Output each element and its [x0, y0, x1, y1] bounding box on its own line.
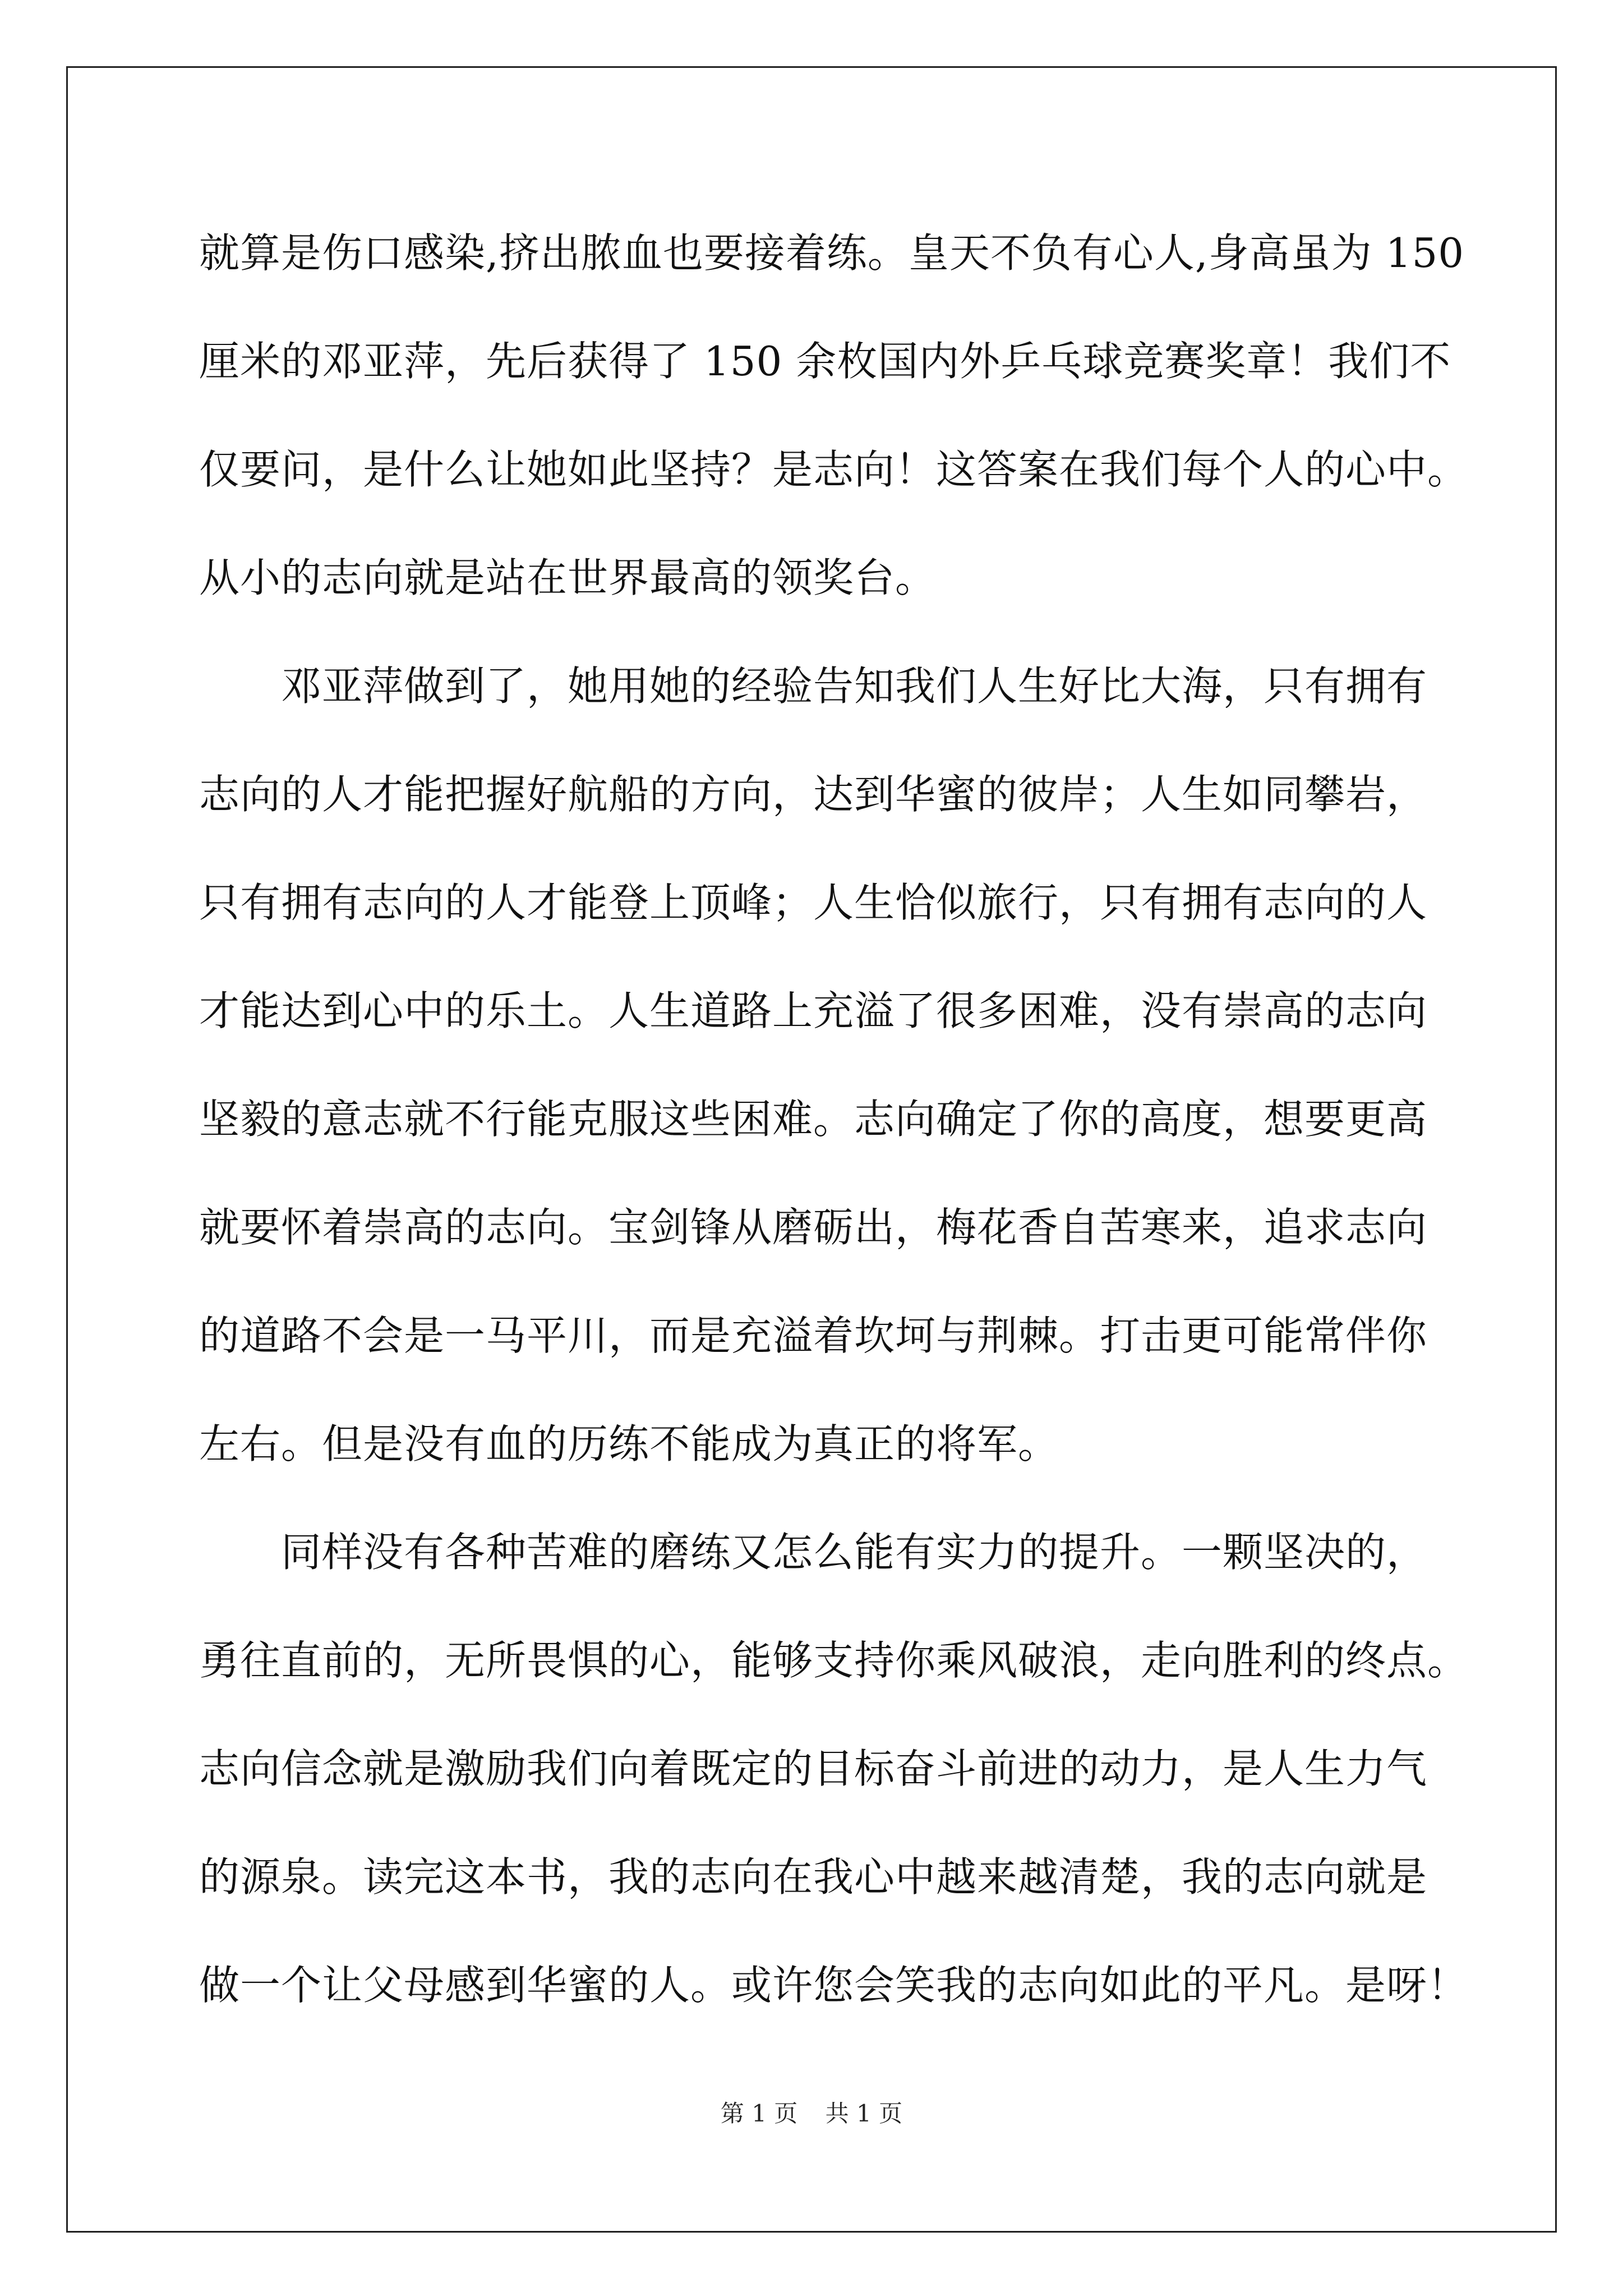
text-line: 做一个让父母感到华蜜的人。或许您会笑我的志向如此的平凡。是呀！: [199, 1962, 1469, 2009]
text-line: 勇往直前的，无所畏惧的心，能够支持你乘风破浪，走向胜利的终点。: [199, 1637, 1469, 1684]
text-line: 就要怀着崇高的志向。宝剑锋从磨砺出，梅花香自苦寒来，追求志向: [199, 1204, 1428, 1251]
page-footer: [0, 2095, 1623, 2129]
text-line: 仅要问，是什么让她如此坚持？是志向！这答案在我们每个人的心中。: [199, 446, 1469, 493]
text-line: 就算是伤口感染,挤出脓血也要接着练。皇天不负有心人,身高虽为 150: [199, 229, 1465, 277]
text-line: 左右。但是没有血的历练不能成为真正的将军。: [199, 1420, 1059, 1467]
page-number: 第 1 页: [720, 2100, 798, 2127]
text-line: 厘米的邓亚萍，先后获得了 150 余枚国内外乒乓球竞赛奖章！我们不: [199, 338, 1451, 385]
text-line: 从小的志向就是站在世界最高的领奖台。: [199, 554, 937, 601]
text-line: 的源泉。读完这本书，我的志向在我心中越来越清楚，我的志向就是: [199, 1853, 1428, 1901]
document-body: [199, 217, 1469, 2057]
text-line: 志向信念就是激励我们向着既定的目标奋斗前进的动力，是人生力气: [199, 1745, 1428, 1792]
text-line: 的道路不会是一马平川，而是充溢着坎坷与荆棘。打击更可能常伴你: [199, 1312, 1428, 1359]
text-line: 只有拥有志向的人才能登上顶峰；人生恰似旅行，只有拥有志向的人: [199, 879, 1428, 926]
text-line: 志向的人才能把握好航船的方向，达到华蜜的彼岸；人生如同攀岩，: [199, 771, 1428, 818]
page-count: 共 1 页: [825, 2100, 903, 2127]
text-line: 才能达到心中的乐土。人生道路上充溢了很多困难，没有崇高的志向: [199, 987, 1428, 1034]
text-line: 邓亚萍做到了，她用她的经验告知我们人生好比大海，只有拥有: [199, 662, 1428, 710]
text-line: 坚毅的意志就不行能克服这些困难。志向确定了你的高度，想要更高: [199, 1096, 1428, 1143]
text-line: 同样没有各种苦难的磨练又怎么能有实力的提升。一颗坚决的，: [199, 1529, 1428, 1576]
